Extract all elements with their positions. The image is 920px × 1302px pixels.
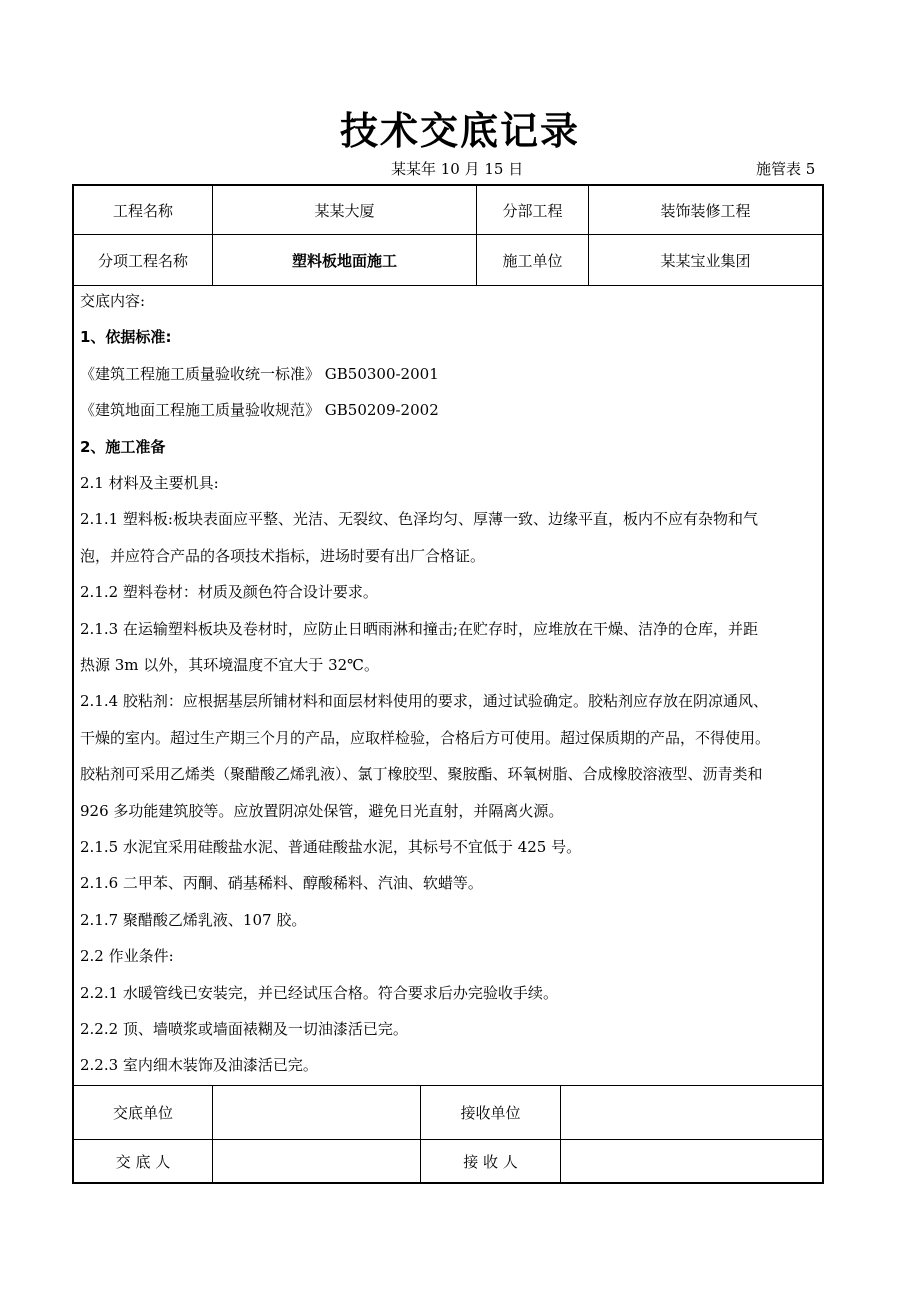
content-line: 2.2 作业条件:: [80, 947, 174, 966]
document-title: 技术交底记录: [339, 109, 580, 153]
content-line: 2.1.2 塑料卷材：材质及颜色符合设计要求。: [80, 583, 378, 602]
content-line: 热源 3m 以外，其环境温度不宜大于 32℃。: [80, 656, 379, 674]
form-number: 施管表 5: [756, 160, 816, 178]
project-name-value: 某某大厦: [314, 201, 375, 220]
content-line: 2.1 材料及主要机具:: [80, 474, 219, 492]
row-divider: [73, 285, 823, 286]
project-name-label: 工程名称: [112, 201, 173, 220]
content-line: 泡，并应符合产品的各项技术指标，进场时要有出厂合格证。: [80, 546, 486, 565]
content-line: 2.1.6 二甲苯、丙酮、硝基稀料、醇酸稀料、汽油、软蜡等。: [80, 874, 483, 893]
subitem-label: 分项工程名称: [97, 251, 188, 270]
content-line: 2.1.1 塑料板:板块表面应平整、光洁、无裂纹、色泽均匀、厚薄一致、边缘平直，板内不应有杂物和气: [80, 510, 758, 529]
content-line: 2、施工准备: [80, 437, 166, 456]
contractor-label: 施工单位: [502, 251, 563, 270]
contractor-value: 某某宝业集团: [660, 251, 751, 270]
content-line: 2.1.4 胶粘剂：应根据基层所铺材料和面层材料使用的要求，通过试验确定。胶粘剂应存放在阴凉通风、: [80, 692, 768, 711]
issuer-person-label: 交 底 人: [115, 1153, 171, 1171]
issuer-person-value[interactable]: [213, 1140, 420, 1183]
division-label: 分部工程: [502, 201, 563, 220]
content-line: 2.1.5 水泥宜采用硅酸盐水泥、普通硅酸盐水泥，其标号不宜低于 425 号。: [80, 838, 582, 856]
content-line: 1、依据标准:: [80, 328, 172, 347]
document-date: 某某年 10 月 15 日: [391, 160, 524, 178]
issuer-unit-label: 交底单位: [112, 1104, 173, 1122]
issuer-unit-value[interactable]: [213, 1086, 420, 1139]
content-line: 《建筑工程施工质量验收统一标准》 GB50300-2001: [80, 364, 439, 383]
content-line: 2.2.2 顶、墙喷浆或墙面裱糊及一切油漆活已完。: [80, 1020, 408, 1038]
content-line: 2.1.3 在运输塑料板块及卷材时，应防止日晒雨淋和撞击;在贮存时，应堆放在干燥、洁净的仓库，并距: [80, 619, 758, 638]
receiver-unit-label: 接收单位: [460, 1104, 521, 1122]
content-line: 胶粘剂可采用乙烯类（聚醋酸乙烯乳液）、氯丁橡胶型、聚胺酯、环氧树脂、合成橡胶溶液型、沥青类和: [80, 765, 763, 784]
content-line: 2.2.1 水暖管线已安装完，并已经试压合格。符合要求后办完验收手续。: [80, 983, 558, 1002]
receiver-unit-value[interactable]: [561, 1086, 822, 1139]
subitem-value: 塑料板地面施工: [291, 251, 397, 270]
content-line: 2.2.3 室内细木装饰及油漆活已完。: [80, 1056, 318, 1075]
receiver-person-label: 接 收 人: [463, 1153, 518, 1171]
content-line: 《建筑地面工程施工质量验收规范》 GB50209-2002: [80, 401, 439, 420]
content-line: 交底内容:: [80, 292, 146, 310]
content-line: 926 多功能建筑胶等。应放置阴凉处保管，避免日光直射，并隔离火源。: [80, 801, 564, 820]
content-line: 干燥的室内。超过生产期三个月的产品，应取样检验，合格后方可使用。超过保质期的产品，不得使用。: [80, 728, 771, 747]
content-line: 2.1.7 聚醋酸乙烯乳液、107 胶。: [80, 910, 307, 929]
receiver-person-value[interactable]: [561, 1140, 822, 1183]
division-value: 装饰装修工程: [660, 201, 751, 220]
